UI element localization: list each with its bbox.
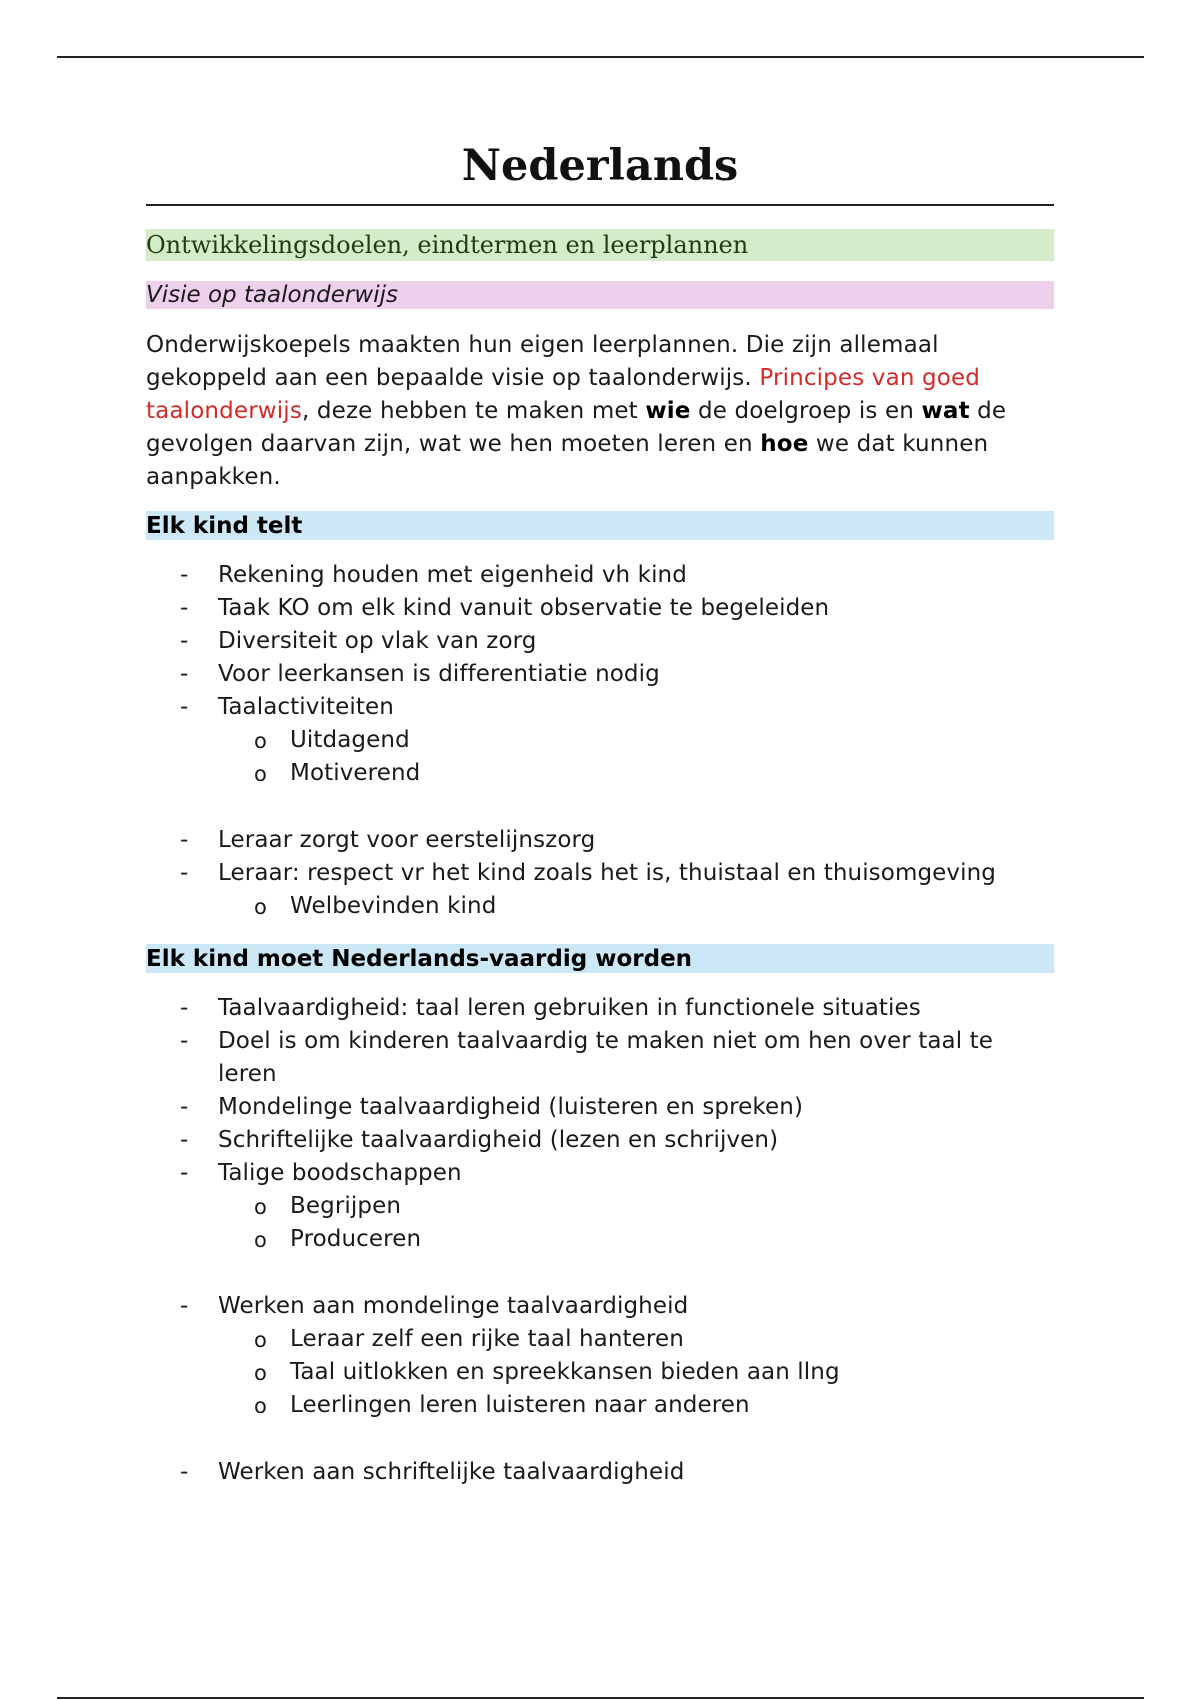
page-bottom-rule [57, 1697, 1144, 1699]
list-item: - Taalvaardigheid: taal leren gebruiken in functionele situaties [146, 992, 1054, 1025]
list-item: - Voor leerkansen is differentiatie nodig [146, 658, 1054, 691]
intro-text-1: Onderwijskoepels maakten hun eigen leerplannen. Die zijn allemaal gekoppeld aan een bepaalde visie op taalonderwijs. [146, 331, 939, 391]
sub-list-item: o Begrijpen [146, 1190, 1054, 1223]
intro-text-4: de gevolgen daarvan zijn, wat we hen moeten leren en [146, 397, 1007, 457]
list-item: - Rekening houden met eigenheid vh kind [146, 559, 1054, 592]
intro-paragraph [146, 329, 1054, 494]
list-item: - Doel is om kinderen taalvaardig te maken niet om hen over taal te leren [146, 1025, 1054, 1091]
sub-list-item: o Produceren [146, 1223, 1054, 1256]
list-item: - Taak KO om elk kind vanuit observatie te begeleiden [146, 592, 1054, 625]
sub-list-item: o Uitdagend [146, 724, 1054, 757]
intro-text-3: de doelgroep is en [690, 397, 922, 424]
list-item: - Mondelinge taalvaardigheid (luisteren en spreken) [146, 1091, 1054, 1124]
intro-bold-wie: wie [645, 397, 691, 424]
list-item: - Werken aan mondelinge taalvaardigheid [146, 1290, 1054, 1323]
intro-bold-hoe: hoe [760, 430, 809, 457]
page-top-rule [57, 56, 1144, 58]
document-title: Nederlands [146, 140, 1054, 206]
subsection-heading: Visie op taalonderwijs [146, 281, 1054, 309]
list-item: - Werken aan schriftelijke taalvaardigheid [146, 1456, 1054, 1489]
topic-heading-nederlands-vaardig: Elk kind moet Nederlands-vaardig worden [146, 944, 1054, 973]
list-item: - Diversiteit op vlak van zorg [146, 625, 1054, 658]
list-item: - Schriftelijke taalvaardigheid (lezen en schrijven) [146, 1124, 1054, 1157]
intro-bold-wat: wat [921, 397, 970, 424]
intro-highlight: Principes van goed taalonderwijs [146, 364, 981, 424]
list-item: - Leraar: respect vr het kind zoals het is, thuistaal en thuisomgeving [146, 857, 1054, 890]
sub-list-item: o Welbevinden kind [146, 890, 1054, 923]
section-heading: Ontwikkelingsdoelen, eindtermen en leerplannen [146, 229, 1054, 261]
topic-list-elk-kind-telt [146, 559, 1054, 923]
document-body [146, 140, 1054, 1489]
sub-list-item: o Taal uitlokken en spreekkansen bieden aan llng [146, 1356, 1054, 1389]
topic-heading-elk-kind-telt: Elk kind telt [146, 511, 1054, 540]
sub-list-item: o Leerlingen leren luisteren naar anderen [146, 1389, 1054, 1422]
topic-list-nederlands-vaardig [146, 992, 1054, 1489]
intro-text-5: we dat kunnen aanpakken. [146, 430, 989, 490]
list-item: - Taalactiviteiten [146, 691, 1054, 724]
intro-text-2: , deze hebben te maken met [301, 397, 646, 424]
list-item: - Leraar zorgt voor eerstelijnszorg [146, 824, 1054, 857]
sub-list-item: o Motiverend [146, 757, 1054, 790]
list-item: - Talige boodschappen [146, 1157, 1054, 1190]
sub-list-item: o Leraar zelf een rijke taal hanteren [146, 1323, 1054, 1356]
